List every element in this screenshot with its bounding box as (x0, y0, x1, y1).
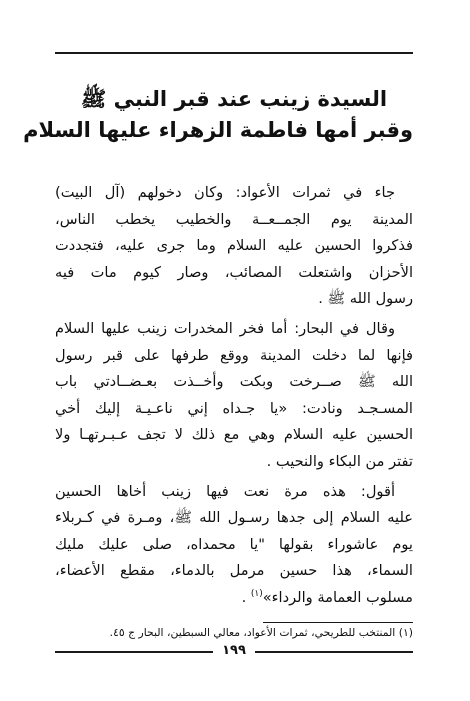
text-line: الأحزان واشتعلت المصائب، وصار كيوم مات فيه (55, 263, 413, 281)
footnote: (١) المنتخب للطريحي، ثمرات الأعواد، معالي السبطين، البحار ج ٤٥. (109, 626, 413, 639)
text-line: المدينة يوم الجمــعــة والخطيب يخطب الناس، (55, 210, 413, 228)
header-rule (55, 52, 413, 54)
paragraph (55, 316, 413, 476)
title-line-1: السيدة زينب عند قبر النبي ﷺ (80, 87, 388, 111)
text-line: جاء في ثمرات الأعواد: وكان دخولهم (آل البيت) (55, 184, 395, 201)
text-line: فإنها لما دخلت المدينة ووقع طرفها على قبر رسول (55, 346, 413, 364)
text-line: وقال في البحار: أما فخر المخدرات زينب عليها السلام (55, 319, 395, 337)
text-line: السماء، هذا حسين مرمل بالدماء، مقطع الأعضاء، (55, 562, 413, 580)
footer-rule-right (255, 651, 413, 653)
footnote-reference[interactable]: (١) (250, 589, 263, 600)
text-line: عليه السلام إلى جدها رسـول الله ﷺ، ومـرة في كـربلاء (55, 509, 413, 527)
footnote-rule (263, 622, 413, 623)
text-line: أقول: هذه مرة نعت فيها زينب أخاها الحسين (55, 482, 395, 500)
text-line (55, 585, 413, 612)
text-line: تفتر من البكاء والنحيب . (266, 452, 413, 470)
footer-rule-left (55, 651, 213, 653)
text-line: الحسين عليه السلام وهي مع ذلك لا تجف عـبـرتهـا ولا (55, 426, 413, 444)
title-line-2: وقبر أمها فاطمة الزهراء عليها السلام (23, 118, 413, 142)
paragraph (55, 180, 413, 313)
text-line-content: مسلوب العمامة والرداء» (262, 588, 413, 606)
section-title (23, 84, 413, 146)
text-line: الله ﷺ صــرخت وبكت وأخــذت بعـضــادتي باب (55, 373, 413, 391)
body-text (55, 180, 413, 615)
paragraph (55, 479, 413, 612)
page-number: ١٩٩ (222, 643, 246, 658)
text-line: المسـجـد ونادت: «يا جـداه إني ناعـيـة إليك أخي (55, 399, 413, 417)
text-line: يوم عاشوراء بقولها "يا محمداه، صلى عليك مليك (55, 535, 413, 553)
text-line-tail: . (241, 588, 251, 606)
text-line: فذكروا الحسين عليه السلام وما جرى عليه، فتجددت (55, 237, 413, 255)
text-line: رسول الله ﷺ . (318, 290, 413, 308)
